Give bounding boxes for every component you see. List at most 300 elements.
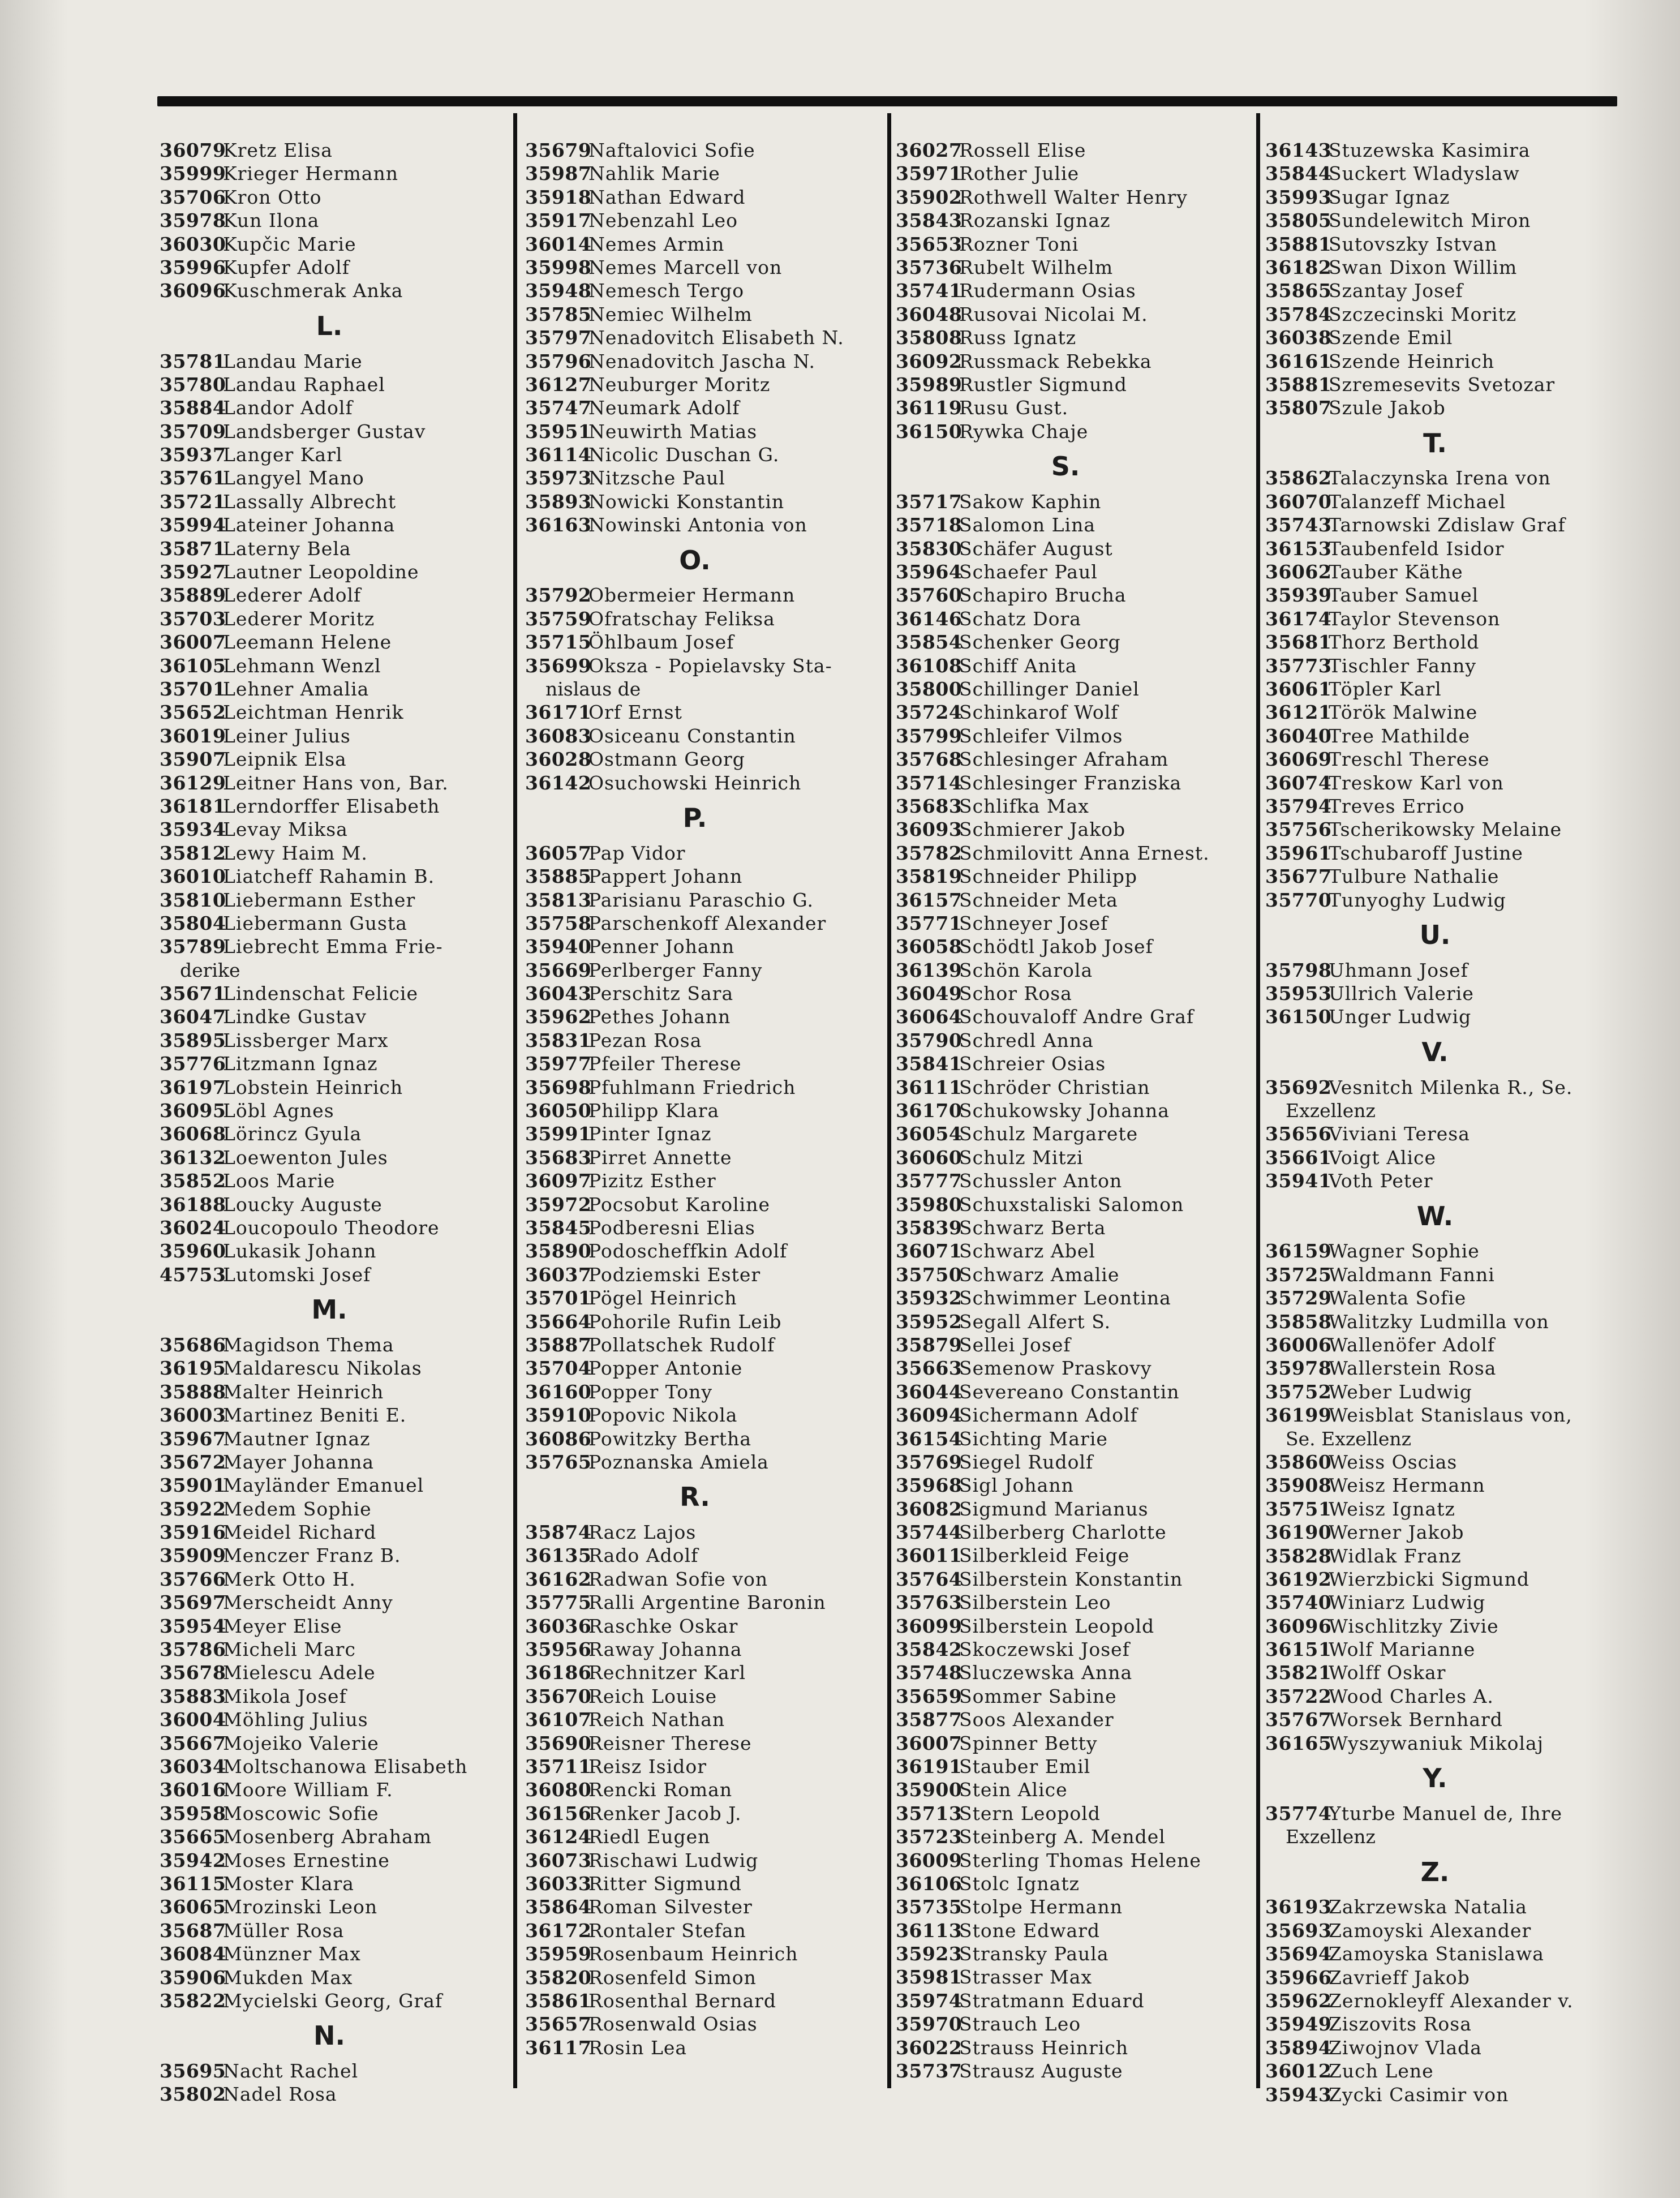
entry-number: 35887 — [525, 1333, 592, 1356]
entry-number: 35810 — [160, 888, 226, 911]
entry-name: Sichting Marie — [959, 1427, 1108, 1450]
entry-number: 35694 — [1265, 1943, 1332, 1965]
entry-number: 35884 — [160, 397, 226, 419]
section-letter-heading: S. — [1051, 451, 1080, 482]
entry-number: 35948 — [525, 280, 592, 302]
list-item — [525, 748, 865, 771]
list-item — [160, 818, 499, 841]
entry-name: Stransky Paula — [959, 1943, 1109, 1965]
entry-number: 36036 — [525, 1615, 592, 1637]
entry-number: 35802 — [160, 2083, 226, 2106]
entry-number: 35656 — [1265, 1123, 1332, 1145]
entry-name: Voth Peter — [1329, 1170, 1433, 1192]
entry-number: 36124 — [525, 1826, 592, 1848]
entry-number: 35909 — [160, 1544, 226, 1567]
entry-name: Pocsobut Karoline — [588, 1193, 771, 1216]
entry-name: Zakrzewska Natalia — [1329, 1896, 1527, 1918]
list-item — [160, 771, 499, 795]
list-item — [896, 1521, 1235, 1544]
list-item — [896, 1122, 1235, 1145]
list-item — [525, 1825, 865, 1848]
entry-number: 35761 — [160, 467, 226, 490]
entry-number: 36170 — [896, 1100, 963, 1122]
entry-name: Kun Ilona — [223, 209, 320, 232]
entry-number: 36181 — [160, 795, 226, 817]
entry-name: Lindke Gustav — [223, 1006, 367, 1028]
entry-number: 35725 — [1265, 1263, 1332, 1286]
list-item — [1265, 373, 1605, 396]
list-item — [1265, 888, 1605, 912]
entry-name: Schlesinger Afraham — [959, 748, 1169, 771]
entry-name: Szantay Josef — [1329, 280, 1463, 302]
entry-name: Treskow Karl von — [1329, 771, 1504, 794]
list-item — [896, 888, 1235, 912]
entry-number: 36061 — [1265, 678, 1332, 700]
list-item — [896, 607, 1235, 630]
list-item — [160, 1615, 499, 1638]
list-item — [1265, 1005, 1605, 1028]
list-item — [896, 1380, 1235, 1403]
list-item — [525, 654, 865, 677]
list-item — [896, 1544, 1235, 1567]
entry-name: Merscheidt Anny — [223, 1591, 393, 1614]
entry-number: 35893 — [525, 490, 592, 513]
list-item — [1265, 303, 1605, 326]
entry-name: Langer Karl — [223, 444, 343, 466]
entry-name: Soos Alexander — [959, 1708, 1114, 1731]
entry-number: 36150 — [896, 420, 963, 443]
entry-number: 35665 — [160, 1826, 226, 1848]
entry-number: 35698 — [525, 1076, 592, 1098]
entry-number: 36107 — [525, 1708, 592, 1731]
entry-name: Lassally Albrecht — [223, 490, 397, 513]
entry-number: 35885 — [525, 865, 592, 888]
list-item — [896, 326, 1235, 349]
entry-name: Schäfer August — [959, 537, 1113, 560]
list-item — [160, 513, 499, 536]
list-item — [896, 701, 1235, 724]
entry-name: Wallerstein Rosa — [1329, 1357, 1497, 1380]
entry-number: 35748 — [896, 1662, 963, 1684]
section-letter-heading: T. — [1423, 427, 1447, 458]
entry-number: 35951 — [525, 420, 592, 443]
entry-name: Pfuhlmann Friedrich — [588, 1076, 796, 1098]
list-item — [525, 1169, 865, 1192]
entry-number: 36121 — [1265, 701, 1332, 724]
entry-number: 35971 — [896, 162, 963, 185]
list-item — [896, 350, 1235, 373]
entry-name: Mosenberg Abraham — [223, 1826, 432, 1848]
entry-name: Severeano Constantin — [959, 1380, 1180, 1403]
list-item — [896, 1615, 1235, 1638]
entry-number: 35968 — [896, 1474, 963, 1497]
entry-name: Pohorile Rufin Leib — [588, 1310, 782, 1333]
list-item — [896, 1638, 1235, 1661]
list-item — [1265, 959, 1605, 982]
entry-number: 36114 — [525, 444, 592, 466]
entry-number: 36037 — [525, 1263, 592, 1286]
list-item — [525, 888, 865, 912]
entry-number: 36191 — [896, 1755, 963, 1778]
entry-number: 35822 — [160, 1989, 226, 2012]
entry-number: 35697 — [160, 1591, 226, 1614]
entry-name: Landsberger Gustav — [223, 420, 426, 443]
entry-number: 36060 — [896, 1146, 963, 1169]
entry-name: Szende Heinrich — [1329, 350, 1495, 372]
list-item — [1265, 1966, 1605, 1989]
entry-name: Mielescu Adele — [223, 1662, 376, 1684]
list-item — [1265, 350, 1605, 373]
list-item — [896, 1989, 1235, 2012]
entry-name: Sluczewska Anna — [959, 1662, 1133, 1684]
section-letter-heading: R. — [680, 1482, 710, 1513]
list-item — [525, 1966, 865, 1989]
list-item — [525, 1216, 865, 1239]
entry-number: 35981 — [896, 1966, 963, 1989]
list-item — [160, 1708, 499, 1731]
entry-number: 36143 — [1265, 139, 1332, 161]
entry-name: Pögel Heinrich — [588, 1287, 737, 1310]
list-item — [896, 233, 1235, 256]
list-item — [160, 1966, 499, 1989]
entry-name: Taylor Stevenson — [1329, 607, 1501, 630]
entry-name: Leemann Helene — [223, 631, 392, 654]
entry-number: 36094 — [896, 1404, 963, 1427]
entry-number: 35766 — [160, 1568, 226, 1590]
entry-name: Thorz Berthold — [1329, 631, 1480, 654]
entry-name: Tschubaroff Justine — [1329, 842, 1523, 864]
entry-number: 35937 — [160, 444, 226, 466]
entry-name: Rontaler Stefan — [588, 1919, 746, 1942]
entry-number: 36096 — [1265, 1615, 1332, 1637]
entry-number: 35996 — [160, 256, 226, 278]
entry-number: 35659 — [896, 1685, 963, 1707]
list-item — [1265, 279, 1605, 302]
entry-name: Schiff Anita — [959, 654, 1077, 677]
entry-name: Uhmann Josef — [1329, 959, 1468, 981]
entry-name: Ofratschay Feliksa — [588, 607, 775, 630]
entry-number: 36157 — [896, 888, 963, 911]
list-item — [160, 2059, 499, 2083]
list-item — [525, 1989, 865, 2012]
entry-name: Podberesni Elias — [588, 1217, 755, 1239]
entry-number: 35756 — [1265, 818, 1332, 841]
entry-number: 35949 — [1265, 2013, 1332, 2036]
list-item — [160, 1099, 499, 1122]
list-item — [525, 1380, 865, 1403]
entry-number: 36197 — [160, 1076, 226, 1098]
entry-name: Loucopoulo Theodore — [223, 1216, 440, 1239]
list-item — [160, 1568, 499, 1591]
list-item — [896, 1403, 1235, 1427]
list-item — [160, 1661, 499, 1684]
entry-number: 36016 — [160, 1779, 226, 1801]
entry-number: 35881 — [1265, 233, 1332, 255]
list-item — [525, 279, 865, 302]
entry-name: Leiner Julius — [223, 724, 351, 747]
entry-name: Tulbure Nathalie — [1329, 865, 1499, 888]
entry-number: 35683 — [525, 1146, 592, 1169]
entry-number: 35854 — [896, 631, 963, 654]
entry-name: Wyszywaniuk Mikolaj — [1329, 1732, 1544, 1754]
entry-number: 36193 — [1265, 1896, 1332, 1918]
entry-name: Schön Karola — [959, 959, 1093, 981]
entry-number: 35764 — [896, 1568, 963, 1590]
list-item — [160, 583, 499, 607]
list-item — [525, 162, 865, 185]
entry-number: 35956 — [525, 1638, 592, 1661]
entry-name: Strausz Auguste — [959, 2060, 1123, 2083]
list-item — [525, 139, 865, 162]
entry-number: 35953 — [1265, 982, 1332, 1005]
entry-number: 35706 — [160, 186, 226, 208]
entry-number: 36151 — [1265, 1638, 1332, 1661]
entry-number: 36135 — [525, 1544, 592, 1567]
entry-name: Öhlbaum Josef — [588, 631, 734, 654]
entry-number: 35765 — [525, 1450, 592, 1473]
list-item — [1265, 1450, 1605, 1474]
entry-name: Parschenkoff Alexander — [588, 912, 827, 934]
entry-number: 36156 — [525, 1802, 592, 1824]
entry-name: Loos Marie — [223, 1170, 336, 1192]
entry-number: 36024 — [160, 1216, 226, 1239]
entry-name: Werner Jakob — [1329, 1521, 1464, 1544]
entry-number: 35901 — [160, 1474, 226, 1497]
list-item — [160, 1872, 499, 1895]
list-item — [1265, 1544, 1605, 1568]
list-item — [525, 1942, 865, 1965]
entry-name: Schouvaloff Andre Graf — [959, 1006, 1195, 1028]
list-column-4 — [1265, 139, 1605, 2106]
entry-name: Schwarz Abel — [959, 1240, 1095, 1263]
entry-number: 36080 — [525, 1779, 592, 1801]
entry-name: Talanzeff Michael — [1329, 490, 1506, 513]
entry-number: 36084 — [160, 1943, 226, 1965]
entry-number: 35839 — [896, 1216, 963, 1239]
list-item — [896, 1778, 1235, 1801]
entry-number: 35769 — [896, 1450, 963, 1473]
list-item — [160, 888, 499, 912]
entry-name: Lobstein Heinrich — [223, 1076, 403, 1098]
entry-name: Segall Alfert S. — [959, 1310, 1111, 1333]
list-item — [896, 162, 1235, 185]
entry-name: Riedl Eugen — [588, 1826, 711, 1848]
list-item — [1265, 139, 1605, 162]
entry-number: 35701 — [160, 678, 226, 700]
entry-number: 35723 — [896, 1826, 963, 1848]
entry-number: 35792 — [525, 584, 592, 607]
entry-name: Schredl Anna — [959, 1029, 1094, 1051]
list-item — [525, 1919, 865, 1942]
entry-number: 36071 — [896, 1240, 963, 1263]
entry-name: Rosenwald Osias — [588, 2013, 758, 2036]
list-item — [525, 1263, 865, 1286]
list-item — [896, 279, 1235, 302]
list-item — [1265, 982, 1605, 1005]
list-item — [1265, 724, 1605, 748]
entry-number: 35777 — [896, 1170, 963, 1192]
list-item — [525, 865, 865, 888]
entry-name: Tauber Käthe — [1329, 561, 1463, 583]
entry-name: Schneider Meta — [959, 888, 1118, 911]
entry-name: Rother Julie — [959, 162, 1080, 185]
entry-number: 35768 — [896, 748, 963, 771]
entry-number: 36154 — [896, 1427, 963, 1450]
entry-name: Lewy Haim M. — [223, 842, 368, 864]
entry-number: 35703 — [160, 607, 226, 630]
entry-name: Roman Silvester — [588, 1896, 753, 1918]
entry-number: 36119 — [896, 397, 963, 419]
entry-name: Unger Ludwig — [1329, 1006, 1472, 1028]
list-item — [1265, 2059, 1605, 2083]
list-item — [525, 1895, 865, 1918]
list-item — [896, 1239, 1235, 1263]
entry-name: Schaefer Paul — [959, 561, 1098, 583]
list-item — [160, 1076, 499, 1099]
entry-name: Rado Adolf — [588, 1544, 699, 1567]
section-letter-heading: P. — [682, 802, 707, 833]
entry-number: 35744 — [896, 1521, 963, 1544]
entry-name: Sellei Josef — [959, 1333, 1071, 1356]
entry-continuation: Se. Exzellenz — [1286, 1427, 1412, 1450]
list-item — [896, 1919, 1235, 1942]
entry-number: 35699 — [525, 654, 592, 677]
list-item — [896, 303, 1235, 326]
entry-name: Landau Raphael — [223, 373, 385, 396]
list-item — [160, 1263, 499, 1286]
list-item — [525, 1356, 865, 1380]
entry-name: Wagner Sophie — [1329, 1240, 1480, 1263]
entry-number: 35819 — [896, 865, 963, 888]
entry-name: Moscowic Sofie — [223, 1802, 379, 1824]
entry-name: Rosenbaum Heinrich — [588, 1943, 798, 1965]
entry-continuation: derike — [180, 959, 240, 981]
list-item — [160, 701, 499, 724]
entry-number: 36093 — [896, 818, 963, 841]
list-item — [525, 935, 865, 958]
entry-name: Siegel Rudolf — [959, 1450, 1094, 1473]
entry-name: Nenadovitch Jascha N. — [588, 350, 815, 372]
entry-name: Treschl Therese — [1329, 748, 1490, 771]
entry-name: Schreier Osias — [959, 1053, 1106, 1075]
list-item — [896, 1263, 1235, 1286]
list-item — [1265, 1474, 1605, 1497]
list-item — [160, 935, 499, 958]
entry-number: 35958 — [160, 1802, 226, 1824]
entry-name: Liebrecht Emma Frie- — [223, 935, 443, 958]
entry-number: 36010 — [160, 865, 226, 888]
entry-name: Nowinski Antonia von — [588, 514, 807, 536]
list-item — [896, 1591, 1235, 1614]
entry-number: 45753 — [160, 1263, 226, 1286]
list-item — [160, 842, 499, 865]
entry-number: 35740 — [1265, 1591, 1332, 1614]
entry-number: 36192 — [1265, 1568, 1332, 1590]
entry-name: Powitzky Bertha — [588, 1427, 752, 1450]
list-item — [896, 209, 1235, 232]
entry-name: Schödtl Jakob Josef — [959, 935, 1153, 958]
section-letter-heading: U. — [1419, 919, 1451, 950]
entry-number: 35820 — [525, 1966, 592, 1989]
entry-number: 35715 — [525, 631, 592, 654]
entry-number: 35910 — [525, 1404, 592, 1427]
entry-number: 36163 — [525, 514, 592, 536]
entry-name: Schulz Margarete — [959, 1123, 1138, 1145]
list-item — [896, 1356, 1235, 1380]
list-item — [160, 443, 499, 466]
entry-number: 35879 — [896, 1333, 963, 1356]
list-item — [160, 1239, 499, 1263]
entry-name: Szczecinski Moritz — [1329, 303, 1517, 325]
entry-name: Rusu Gust. — [959, 397, 1069, 419]
entry-name: Rusovai Nicolai M. — [959, 303, 1148, 325]
list-item — [160, 162, 499, 185]
entry-name: Nemes Armin — [588, 233, 725, 255]
list-item — [525, 701, 865, 724]
entry-number: 36186 — [525, 1662, 592, 1684]
entry-number: 35908 — [1265, 1474, 1332, 1497]
entry-name: Rosenfeld Simon — [588, 1966, 757, 1989]
entry-number: 36139 — [896, 959, 963, 981]
list-item — [896, 1872, 1235, 1895]
entry-name: Podziemski Ester — [588, 1263, 761, 1286]
entry-name: Landau Marie — [223, 350, 363, 372]
entry-name: Nebenzahl Leo — [588, 209, 738, 232]
list-item — [525, 466, 865, 490]
entry-name: Stolpe Hermann — [959, 1896, 1123, 1918]
entry-number: 36162 — [525, 1568, 592, 1590]
list-item — [160, 1544, 499, 1567]
entry-name: Kuschmerak Anka — [223, 280, 403, 302]
list-item — [896, 1193, 1235, 1216]
entry-number: 35874 — [525, 1521, 592, 1544]
list-item — [160, 1005, 499, 1028]
entry-name: Sichermann Adolf — [959, 1404, 1138, 1427]
entry-number: 35895 — [160, 1029, 226, 1051]
list-item — [525, 1615, 865, 1638]
entry-number: 35932 — [896, 1287, 963, 1310]
list-item — [1265, 1521, 1605, 1544]
list-item — [896, 583, 1235, 607]
entry-number: 35970 — [896, 2013, 963, 2036]
entry-number: 36048 — [896, 303, 963, 325]
entry-number: 35717 — [896, 490, 963, 513]
list-item — [896, 1942, 1235, 1965]
list-item — [896, 1965, 1235, 1989]
list-item — [160, 560, 499, 583]
entry-name: Silberkleid Feige — [959, 1544, 1130, 1567]
entry-name: Zamoyska Stanislawa — [1329, 1943, 1544, 1965]
entry-number: 35821 — [1265, 1662, 1332, 1684]
entry-name: Pethes Johann — [588, 1006, 731, 1028]
list-item — [525, 2012, 865, 2036]
column-divider — [513, 113, 517, 2088]
list-item — [1265, 1802, 1605, 1825]
entry-number: 35687 — [160, 1919, 226, 1942]
list-item — [1265, 1310, 1605, 1333]
entry-number: 35751 — [1265, 1497, 1332, 1520]
entry-name: Nadel Rosa — [223, 2083, 337, 2106]
list-item — [160, 1732, 499, 1755]
entry-number: 35735 — [896, 1896, 963, 1918]
entry-number: 36171 — [525, 701, 592, 724]
entry-number: 36083 — [525, 724, 592, 747]
entry-number: 35782 — [896, 842, 963, 864]
entry-name: Lindenschat Felicie — [223, 982, 419, 1005]
entry-name: Kupfer Adolf — [223, 256, 350, 278]
entry-name: Sundelewitch Miron — [1329, 209, 1531, 232]
list-item — [1265, 1989, 1605, 2012]
